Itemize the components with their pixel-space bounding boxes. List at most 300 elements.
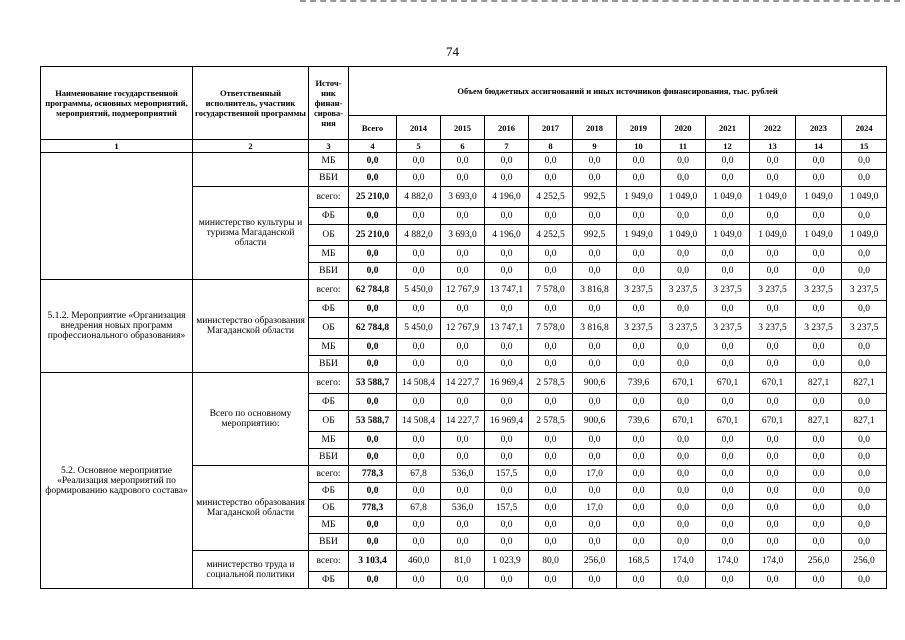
value-cell: 0,0 bbox=[750, 208, 796, 225]
value-cell: 1 049,0 bbox=[796, 187, 842, 208]
value-cell: 0,0 bbox=[617, 208, 661, 225]
value-cell: 0,0 bbox=[617, 301, 661, 318]
value-cell: 0,0 bbox=[529, 263, 573, 280]
value-cell: 3 237,5 bbox=[617, 280, 661, 301]
header-source: Источ-ник финан-сирова-ния bbox=[309, 67, 349, 140]
value-cell: 0,0 bbox=[706, 356, 750, 373]
value-cell: 0,0 bbox=[842, 394, 887, 411]
value-cell: 0,0 bbox=[750, 534, 796, 551]
value-cell: 0,0 bbox=[661, 246, 706, 263]
value-cell: 0,0 bbox=[573, 208, 617, 225]
value-cell: 0,0 bbox=[485, 208, 529, 225]
value-cell: 1 049,0 bbox=[750, 225, 796, 246]
value-cell: 0,0 bbox=[750, 572, 796, 589]
value-cell: 0,0 bbox=[842, 170, 887, 187]
value-cell: 0,0 bbox=[796, 246, 842, 263]
total-cell: 0,0 bbox=[349, 208, 397, 225]
value-cell: 0,0 bbox=[617, 153, 661, 170]
value-cell: 2 578,5 bbox=[529, 373, 573, 394]
column-number: 13 bbox=[750, 140, 796, 153]
value-cell: 0,0 bbox=[617, 246, 661, 263]
header-year: 2019 bbox=[617, 116, 661, 140]
value-cell: 827,1 bbox=[796, 373, 842, 394]
funding-source: МБ bbox=[309, 153, 349, 170]
table-row bbox=[41, 280, 887, 301]
value-cell: 0,0 bbox=[617, 572, 661, 589]
value-cell: 0,0 bbox=[661, 449, 706, 466]
value-cell: 3 816,8 bbox=[573, 318, 617, 339]
value-cell: 0,0 bbox=[796, 483, 842, 500]
value-cell: 0,0 bbox=[706, 246, 750, 263]
value-cell: 0,0 bbox=[485, 170, 529, 187]
value-cell: 0,0 bbox=[617, 483, 661, 500]
value-cell: 0,0 bbox=[441, 208, 485, 225]
value-cell: 0,0 bbox=[842, 153, 887, 170]
activity-name: 5.2. Основное мероприятие «Реализация мероприятий по формированию кадрового состава» bbox=[41, 373, 193, 589]
value-cell: 0,0 bbox=[750, 246, 796, 263]
funding-source: всего: bbox=[309, 280, 349, 301]
value-cell: 0,0 bbox=[796, 466, 842, 483]
table-row bbox=[41, 153, 887, 170]
value-cell: 3 237,5 bbox=[706, 318, 750, 339]
value-cell: 0,0 bbox=[441, 394, 485, 411]
value-cell: 3 237,5 bbox=[842, 280, 887, 301]
value-cell: 3 237,5 bbox=[750, 318, 796, 339]
value-cell: 0,0 bbox=[529, 339, 573, 356]
value-cell: 0,0 bbox=[661, 153, 706, 170]
value-cell: 3 816,8 bbox=[573, 280, 617, 301]
value-cell: 536,0 bbox=[441, 466, 485, 483]
value-cell: 1 049,0 bbox=[661, 187, 706, 208]
value-cell: 0,0 bbox=[750, 356, 796, 373]
value-cell: 0,0 bbox=[706, 394, 750, 411]
page-number: 74 bbox=[446, 44, 459, 59]
value-cell: 0,0 bbox=[397, 483, 441, 500]
value-cell: 0,0 bbox=[397, 208, 441, 225]
value-cell: 0,0 bbox=[485, 534, 529, 551]
value-cell: 0,0 bbox=[842, 483, 887, 500]
value-cell: 0,0 bbox=[706, 466, 750, 483]
total-cell: 53 588,7 bbox=[349, 373, 397, 394]
value-cell: 0,0 bbox=[750, 301, 796, 318]
value-cell: 5 450,0 bbox=[397, 318, 441, 339]
value-cell: 0,0 bbox=[842, 572, 887, 589]
value-cell: 4 252,5 bbox=[529, 187, 573, 208]
total-cell: 0,0 bbox=[349, 483, 397, 500]
value-cell: 3 693,0 bbox=[441, 187, 485, 208]
value-cell: 1 049,0 bbox=[796, 225, 842, 246]
value-cell: 0,0 bbox=[529, 534, 573, 551]
value-cell: 992,5 bbox=[573, 225, 617, 246]
value-cell: 12 767,9 bbox=[441, 318, 485, 339]
value-cell: 3 237,5 bbox=[796, 280, 842, 301]
header-executor: Ответственный исполнитель, участник государственной программы bbox=[193, 67, 309, 140]
value-cell: 0,0 bbox=[661, 394, 706, 411]
total-cell: 0,0 bbox=[349, 572, 397, 589]
value-cell: 0,0 bbox=[842, 339, 887, 356]
value-cell: 0,0 bbox=[706, 500, 750, 517]
value-cell: 0,0 bbox=[441, 449, 485, 466]
total-cell: 0,0 bbox=[349, 153, 397, 170]
value-cell: 0,0 bbox=[617, 432, 661, 449]
value-cell: 0,0 bbox=[661, 339, 706, 356]
value-cell: 0,0 bbox=[750, 170, 796, 187]
header-year: 2015 bbox=[441, 116, 485, 140]
scan-top-edge bbox=[300, 0, 900, 5]
funding-source: ВБИ bbox=[309, 534, 349, 551]
value-cell: 0,0 bbox=[661, 208, 706, 225]
value-cell: 0,0 bbox=[573, 483, 617, 500]
budget-table bbox=[40, 66, 887, 589]
total-cell: 0,0 bbox=[349, 449, 397, 466]
value-cell: 739,6 bbox=[617, 373, 661, 394]
value-cell: 1 049,0 bbox=[706, 187, 750, 208]
value-cell: 3 237,5 bbox=[750, 280, 796, 301]
value-cell: 0,0 bbox=[617, 500, 661, 517]
value-cell: 0,0 bbox=[397, 153, 441, 170]
value-cell: 0,0 bbox=[796, 534, 842, 551]
value-cell: 0,0 bbox=[573, 170, 617, 187]
value-cell: 0,0 bbox=[796, 572, 842, 589]
value-cell: 0,0 bbox=[573, 263, 617, 280]
total-cell: 25 210,0 bbox=[349, 187, 397, 208]
value-cell: 0,0 bbox=[706, 170, 750, 187]
total-cell: 778,3 bbox=[349, 500, 397, 517]
value-cell: 2 578,5 bbox=[529, 411, 573, 432]
value-cell: 0,0 bbox=[529, 356, 573, 373]
value-cell: 0,0 bbox=[796, 170, 842, 187]
column-number: 7 bbox=[485, 140, 529, 153]
value-cell: 0,0 bbox=[529, 449, 573, 466]
value-cell: 14 227,7 bbox=[441, 411, 485, 432]
column-number: 11 bbox=[661, 140, 706, 153]
value-cell: 670,1 bbox=[661, 411, 706, 432]
total-cell: 0,0 bbox=[349, 301, 397, 318]
value-cell: 13 747,1 bbox=[485, 280, 529, 301]
value-cell: 0,0 bbox=[661, 572, 706, 589]
column-number: 4 bbox=[349, 140, 397, 153]
funding-source: ФБ bbox=[309, 301, 349, 318]
value-cell: 0,0 bbox=[573, 356, 617, 373]
value-cell: 157,5 bbox=[485, 500, 529, 517]
total-cell: 0,0 bbox=[349, 263, 397, 280]
value-cell: 0,0 bbox=[573, 246, 617, 263]
total-cell: 0,0 bbox=[349, 339, 397, 356]
column-number: 8 bbox=[529, 140, 573, 153]
value-cell: 0,0 bbox=[529, 432, 573, 449]
column-number: 10 bbox=[617, 140, 661, 153]
funding-source: ВБИ bbox=[309, 263, 349, 280]
value-cell: 0,0 bbox=[661, 517, 706, 534]
value-cell: 256,0 bbox=[796, 551, 842, 572]
value-cell: 0,0 bbox=[706, 517, 750, 534]
value-cell: 0,0 bbox=[529, 517, 573, 534]
value-cell: 0,0 bbox=[706, 263, 750, 280]
header-year: 2021 bbox=[706, 116, 750, 140]
value-cell: 0,0 bbox=[796, 263, 842, 280]
value-cell: 0,0 bbox=[796, 500, 842, 517]
header-year: 2017 bbox=[529, 116, 573, 140]
value-cell: 900,6 bbox=[573, 373, 617, 394]
executor-name: министерство труда и социальной политики bbox=[193, 551, 309, 589]
executor-name: министерство культуры и туризма Магаданской области bbox=[193, 187, 309, 280]
total-cell: 0,0 bbox=[349, 394, 397, 411]
value-cell: 0,0 bbox=[529, 208, 573, 225]
funding-source: ВБИ bbox=[309, 449, 349, 466]
value-cell: 0,0 bbox=[573, 449, 617, 466]
value-cell: 80,0 bbox=[529, 551, 573, 572]
value-cell: 0,0 bbox=[750, 466, 796, 483]
value-cell: 1 949,0 bbox=[617, 187, 661, 208]
value-cell: 3 237,5 bbox=[661, 280, 706, 301]
value-cell: 0,0 bbox=[661, 170, 706, 187]
value-cell: 7 578,0 bbox=[529, 318, 573, 339]
value-cell: 3 237,5 bbox=[842, 318, 887, 339]
total-cell: 3 103,4 bbox=[349, 551, 397, 572]
funding-source: ОБ bbox=[309, 225, 349, 246]
funding-source: ФБ bbox=[309, 483, 349, 500]
value-cell: 1 049,0 bbox=[842, 225, 887, 246]
activity-name bbox=[41, 153, 193, 280]
value-cell: 3 693,0 bbox=[441, 225, 485, 246]
value-cell: 0,0 bbox=[706, 339, 750, 356]
value-cell: 0,0 bbox=[397, 263, 441, 280]
funding-source: ФБ bbox=[309, 394, 349, 411]
value-cell: 0,0 bbox=[706, 534, 750, 551]
column-number: 3 bbox=[309, 140, 349, 153]
value-cell: 0,0 bbox=[706, 153, 750, 170]
value-cell: 0,0 bbox=[441, 339, 485, 356]
value-cell: 0,0 bbox=[485, 339, 529, 356]
value-cell: 0,0 bbox=[796, 394, 842, 411]
total-cell: 62 784,8 bbox=[349, 318, 397, 339]
value-cell: 670,1 bbox=[750, 411, 796, 432]
value-cell: 0,0 bbox=[485, 432, 529, 449]
value-cell: 0,0 bbox=[796, 356, 842, 373]
value-cell: 0,0 bbox=[485, 153, 529, 170]
value-cell: 256,0 bbox=[842, 551, 887, 572]
value-cell: 168,5 bbox=[617, 551, 661, 572]
value-cell: 13 747,1 bbox=[485, 318, 529, 339]
value-cell: 4 882,0 bbox=[397, 187, 441, 208]
value-cell: 670,1 bbox=[706, 373, 750, 394]
value-cell: 0,0 bbox=[485, 301, 529, 318]
value-cell: 670,1 bbox=[661, 373, 706, 394]
value-cell: 827,1 bbox=[842, 411, 887, 432]
value-cell: 0,0 bbox=[750, 449, 796, 466]
value-cell: 4 882,0 bbox=[397, 225, 441, 246]
total-cell: 0,0 bbox=[349, 534, 397, 551]
value-cell: 0,0 bbox=[485, 483, 529, 500]
value-cell: 0,0 bbox=[796, 432, 842, 449]
value-cell: 0,0 bbox=[617, 356, 661, 373]
column-number: 5 bbox=[397, 140, 441, 153]
value-cell: 1 049,0 bbox=[750, 187, 796, 208]
column-numbers-row bbox=[41, 140, 887, 153]
value-cell: 0,0 bbox=[661, 432, 706, 449]
total-cell: 0,0 bbox=[349, 170, 397, 187]
value-cell: 16 969,4 bbox=[485, 373, 529, 394]
value-cell: 0,0 bbox=[796, 339, 842, 356]
value-cell: 0,0 bbox=[750, 432, 796, 449]
value-cell: 0,0 bbox=[485, 263, 529, 280]
value-cell: 0,0 bbox=[573, 153, 617, 170]
total-cell: 0,0 bbox=[349, 432, 397, 449]
funding-source: ОБ bbox=[309, 318, 349, 339]
value-cell: 0,0 bbox=[750, 263, 796, 280]
value-cell: 0,0 bbox=[485, 356, 529, 373]
value-cell: 0,0 bbox=[617, 170, 661, 187]
value-cell: 0,0 bbox=[842, 246, 887, 263]
value-cell: 0,0 bbox=[441, 246, 485, 263]
funding-source: всего: bbox=[309, 551, 349, 572]
value-cell: 0,0 bbox=[441, 572, 485, 589]
value-cell: 16 969,4 bbox=[485, 411, 529, 432]
value-cell: 0,0 bbox=[529, 572, 573, 589]
value-cell: 67,8 bbox=[397, 466, 441, 483]
value-cell: 0,0 bbox=[796, 449, 842, 466]
funding-source: МБ bbox=[309, 246, 349, 263]
value-cell: 0,0 bbox=[441, 432, 485, 449]
value-cell: 1 023,9 bbox=[485, 551, 529, 572]
value-cell: 0,0 bbox=[706, 483, 750, 500]
header-year: 2020 bbox=[661, 116, 706, 140]
value-cell: 1 049,0 bbox=[842, 187, 887, 208]
value-cell: 0,0 bbox=[842, 534, 887, 551]
value-cell: 174,0 bbox=[661, 551, 706, 572]
value-cell: 0,0 bbox=[529, 466, 573, 483]
value-cell: 0,0 bbox=[397, 339, 441, 356]
value-cell: 0,0 bbox=[750, 339, 796, 356]
funding-source: ВБИ bbox=[309, 170, 349, 187]
column-number: 14 bbox=[796, 140, 842, 153]
value-cell: 0,0 bbox=[397, 534, 441, 551]
value-cell: 0,0 bbox=[397, 517, 441, 534]
header-year: 2018 bbox=[573, 116, 617, 140]
value-cell: 0,0 bbox=[441, 483, 485, 500]
value-cell: 0,0 bbox=[485, 572, 529, 589]
value-cell: 3 237,5 bbox=[706, 280, 750, 301]
table-body bbox=[41, 153, 887, 589]
value-cell: 0,0 bbox=[750, 394, 796, 411]
value-cell: 17,0 bbox=[573, 500, 617, 517]
value-cell: 0,0 bbox=[796, 208, 842, 225]
value-cell: 0,0 bbox=[842, 301, 887, 318]
value-cell: 0,0 bbox=[661, 301, 706, 318]
value-cell: 992,5 bbox=[573, 187, 617, 208]
value-cell: 0,0 bbox=[573, 432, 617, 449]
value-cell: 0,0 bbox=[617, 449, 661, 466]
value-cell: 0,0 bbox=[842, 356, 887, 373]
value-cell: 14 227,7 bbox=[441, 373, 485, 394]
value-cell: 0,0 bbox=[842, 517, 887, 534]
value-cell: 0,0 bbox=[529, 153, 573, 170]
value-cell: 0,0 bbox=[842, 263, 887, 280]
value-cell: 0,0 bbox=[750, 500, 796, 517]
value-cell: 0,0 bbox=[397, 246, 441, 263]
value-cell: 0,0 bbox=[617, 517, 661, 534]
value-cell: 0,0 bbox=[617, 394, 661, 411]
total-cell: 62 784,8 bbox=[349, 280, 397, 301]
header-year: 2022 bbox=[750, 116, 796, 140]
value-cell: 0,0 bbox=[661, 534, 706, 551]
value-cell: 739,6 bbox=[617, 411, 661, 432]
total-cell: 53 588,7 bbox=[349, 411, 397, 432]
value-cell: 0,0 bbox=[750, 517, 796, 534]
header-total: Всего bbox=[349, 116, 397, 140]
value-cell: 0,0 bbox=[441, 301, 485, 318]
value-cell: 174,0 bbox=[706, 551, 750, 572]
total-cell: 778,3 bbox=[349, 466, 397, 483]
value-cell: 0,0 bbox=[617, 339, 661, 356]
value-cell: 0,0 bbox=[529, 500, 573, 517]
header-budget: Объем бюджетных ассигнований и иных источников финансирования, тыс. рублей bbox=[349, 67, 887, 116]
value-cell: 0,0 bbox=[485, 394, 529, 411]
value-cell: 0,0 bbox=[485, 517, 529, 534]
funding-source: всего: bbox=[309, 373, 349, 394]
value-cell: 67,8 bbox=[397, 500, 441, 517]
value-cell: 3 237,5 bbox=[796, 318, 842, 339]
column-number: 12 bbox=[706, 140, 750, 153]
value-cell: 0,0 bbox=[441, 517, 485, 534]
header-year: 2023 bbox=[796, 116, 842, 140]
value-cell: 12 767,9 bbox=[441, 280, 485, 301]
value-cell: 0,0 bbox=[706, 432, 750, 449]
funding-source: ОБ bbox=[309, 411, 349, 432]
column-number: 1 bbox=[41, 140, 193, 153]
funding-source: МБ bbox=[309, 432, 349, 449]
value-cell: 827,1 bbox=[842, 373, 887, 394]
value-cell: 0,0 bbox=[573, 572, 617, 589]
value-cell: 0,0 bbox=[842, 449, 887, 466]
column-number: 2 bbox=[193, 140, 309, 153]
value-cell: 0,0 bbox=[706, 301, 750, 318]
value-cell: 0,0 bbox=[441, 170, 485, 187]
value-cell: 0,0 bbox=[573, 534, 617, 551]
value-cell: 670,1 bbox=[750, 373, 796, 394]
activity-name: 5.1.2. Мероприятие «Организация внедрения новых программ профессионального образования» bbox=[41, 280, 193, 373]
value-cell: 0,0 bbox=[842, 432, 887, 449]
value-cell: 14 508,4 bbox=[397, 373, 441, 394]
executor-name: Всего по основному мероприятию: bbox=[193, 373, 309, 466]
value-cell: 0,0 bbox=[529, 301, 573, 318]
value-cell: 0,0 bbox=[529, 483, 573, 500]
total-cell: 25 210,0 bbox=[349, 225, 397, 246]
value-cell: 0,0 bbox=[529, 246, 573, 263]
value-cell: 0,0 bbox=[441, 356, 485, 373]
value-cell: 0,0 bbox=[397, 170, 441, 187]
value-cell: 827,1 bbox=[796, 411, 842, 432]
value-cell: 17,0 bbox=[573, 466, 617, 483]
value-cell: 0,0 bbox=[661, 466, 706, 483]
value-cell: 0,0 bbox=[842, 466, 887, 483]
value-cell: 0,0 bbox=[617, 534, 661, 551]
table-row bbox=[41, 373, 887, 394]
value-cell: 0,0 bbox=[573, 394, 617, 411]
value-cell: 7 578,0 bbox=[529, 280, 573, 301]
funding-source: всего: bbox=[309, 187, 349, 208]
value-cell: 0,0 bbox=[706, 572, 750, 589]
value-cell: 0,0 bbox=[750, 483, 796, 500]
value-cell: 0,0 bbox=[441, 263, 485, 280]
value-cell: 0,0 bbox=[441, 153, 485, 170]
value-cell: 0,0 bbox=[529, 394, 573, 411]
value-cell: 4 196,0 bbox=[485, 225, 529, 246]
value-cell: 0,0 bbox=[397, 572, 441, 589]
value-cell: 0,0 bbox=[796, 301, 842, 318]
executor-name: министерство образования Магаданской области bbox=[193, 466, 309, 551]
executor-name: министерство образования Магаданской области bbox=[193, 280, 309, 373]
